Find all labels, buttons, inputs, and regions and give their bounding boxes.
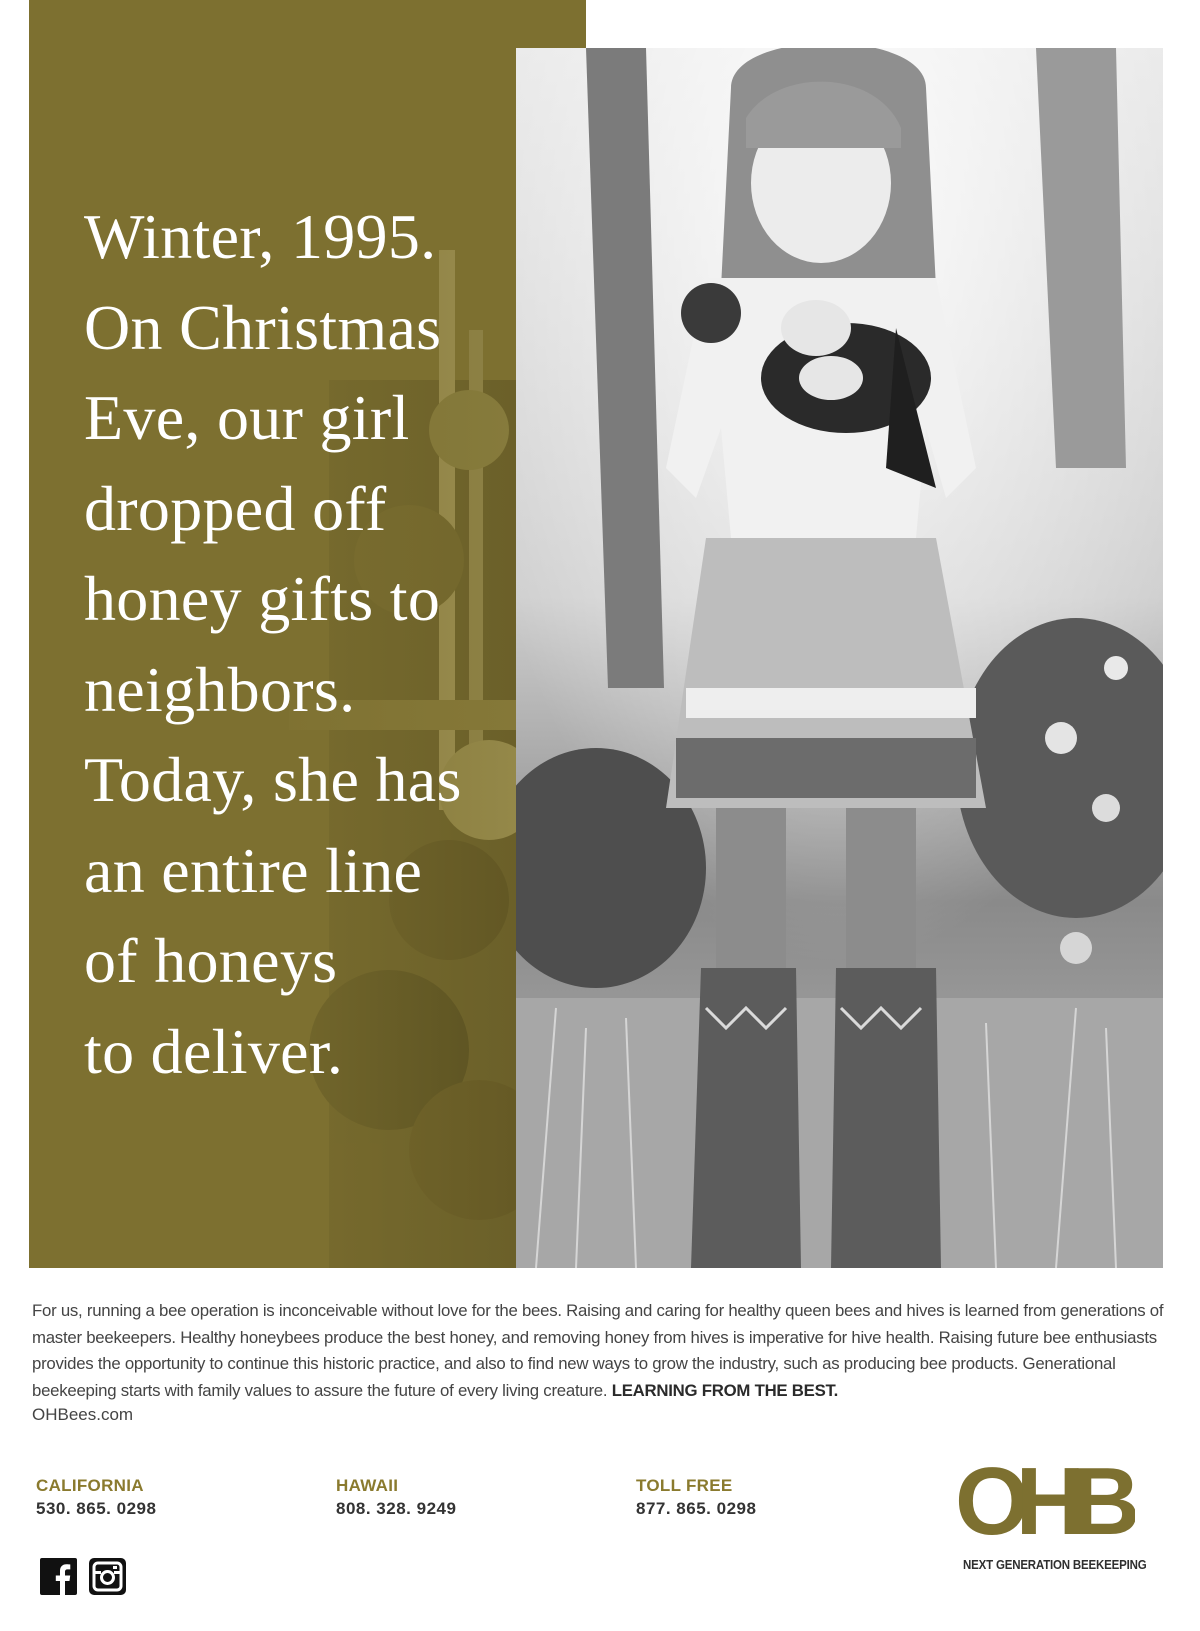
phone-number[interactable]: 530. 865. 0298 bbox=[36, 1499, 157, 1518]
logo-text: OHB bbox=[955, 1458, 1127, 1540]
body-copy bbox=[32, 1298, 1167, 1404]
headline-line: of honeys bbox=[84, 925, 338, 996]
olive-headline-panel bbox=[29, 0, 516, 1268]
body-text: For us, running a bee operation is inconceivable without love for the bees. Raising and caring for healthy queen bees and hives is learned from generations of master beekeepers. Healthy honeybees produce the best honey, and removing honey from hives is imperative for hive health. Raising future bee enthusiasts provides the opportunity to continue this historic practice, and also to find new ways to grow the industry, such as producing bee products. Generational beekeeping starts with family values to assure the future of every living creature. bbox=[32, 1301, 1164, 1400]
headline-line: to deliver. bbox=[84, 1015, 344, 1087]
contact-label: TOLL FREE bbox=[636, 1476, 733, 1495]
headline-line: Eve, our girl bbox=[84, 382, 410, 453]
headline-line: neighbors. bbox=[84, 653, 356, 725]
logo-tagline: NEXT GENERATION BEEKEEPING bbox=[963, 1558, 1147, 1572]
headline-line: honey gifts to bbox=[84, 563, 441, 634]
ohb-logo-mark bbox=[955, 1458, 1135, 1540]
hero-section bbox=[29, 0, 1164, 1268]
phone-number[interactable]: 877. 865. 0298 bbox=[636, 1499, 757, 1518]
olive-strip bbox=[516, 0, 586, 48]
contact-label: HAWAII bbox=[336, 1476, 399, 1495]
tagline: LEARNING FROM THE BEST. bbox=[611, 1380, 839, 1400]
phone-number[interactable]: 808. 328. 9249 bbox=[336, 1499, 457, 1518]
headline-line: Today, she has bbox=[84, 744, 462, 815]
ohb-logo bbox=[955, 1458, 1155, 1578]
social-links bbox=[40, 1558, 126, 1595]
girl-holding-chicken-photo bbox=[516, 48, 1163, 1268]
contact-toll-free bbox=[636, 1476, 756, 1519]
headline-line: dropped off bbox=[84, 472, 387, 544]
headline-line: an entire line bbox=[84, 834, 423, 906]
headline-line: On Christmas bbox=[84, 291, 442, 363]
headline-line: Winter, 1995. bbox=[84, 201, 437, 272]
contact-label: CALIFORNIA bbox=[36, 1476, 144, 1495]
contact-california bbox=[36, 1476, 156, 1519]
instagram-icon[interactable] bbox=[89, 1558, 126, 1595]
website-link[interactable]: OHBees.com bbox=[32, 1405, 134, 1424]
facebook-icon[interactable] bbox=[40, 1558, 77, 1595]
headline bbox=[84, 192, 504, 1097]
contact-hawaii bbox=[336, 1476, 456, 1519]
